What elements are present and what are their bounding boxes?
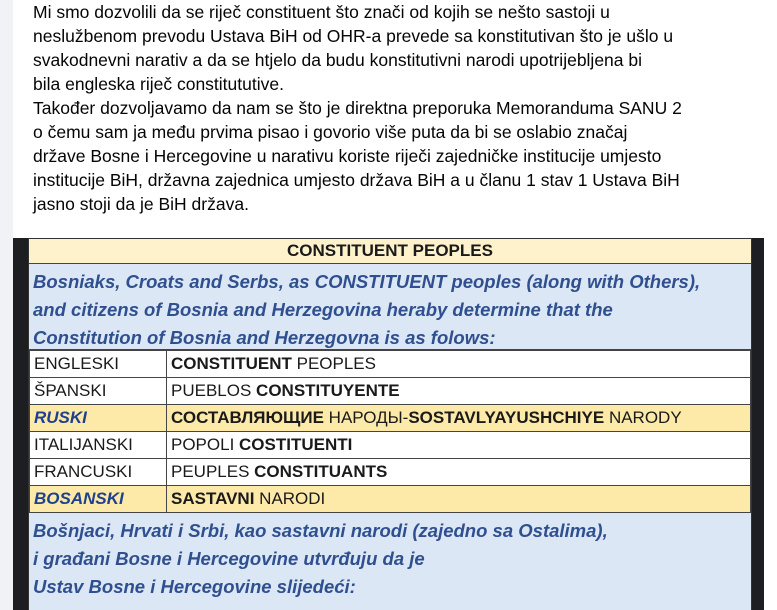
translation-term xyxy=(167,351,751,378)
translation-row xyxy=(30,351,751,378)
term-bold: SASTAVNI xyxy=(171,489,255,508)
term-text: NARODY xyxy=(604,408,682,427)
term-text: PEOPLES xyxy=(291,354,376,373)
post-card xyxy=(13,0,777,610)
language-name: ENGLESKI xyxy=(30,351,167,378)
translation-term xyxy=(167,405,751,432)
post-line: o čemu sam ja među prvima pisao i govorio više puta da bi se oslabio značaj xyxy=(33,122,628,142)
intro-line: Bosniaks, Croats and Serbs, as CONSTITUENT peoples (along with Others), xyxy=(33,271,701,292)
post-paragraph-1 xyxy=(33,0,753,96)
post-line: neslužbenom prevodu Ustava BiH od OHR-a prevede sa konstitutivan što je ušlo u xyxy=(33,26,674,46)
term-text: PEUPLES xyxy=(171,462,255,481)
translation-term xyxy=(167,378,751,405)
post-line: institucije BiH, državna zajednica umjesto država BiH a u članu 1 stav 1 Ustava BiH xyxy=(33,170,680,190)
document-closing xyxy=(29,513,751,603)
term-bold: CONSTITUYENTE xyxy=(256,381,400,400)
language-name: ITALIJANSKI xyxy=(30,432,167,459)
post-text xyxy=(33,0,753,216)
document-scan xyxy=(28,238,752,610)
term-bold: CONSTITUANTS xyxy=(254,462,388,481)
translation-table xyxy=(29,350,751,513)
translation-term xyxy=(167,486,751,513)
translation-row xyxy=(30,432,751,459)
term-bold: COSTITUENTI xyxy=(239,435,353,454)
language-name: RUSKI xyxy=(30,405,167,432)
closing-line: Ustav Bosne i Hercegovine slijedeći: xyxy=(33,576,356,597)
post-line: Mi smo dozvolili da se riječ constituent što znači od kojih se nešto sastoji u xyxy=(33,2,610,22)
translation-row xyxy=(30,486,751,513)
post-line: svakodnevni narativ a da se htjelo da budu konstitutivni narodi upotrijebljena bi xyxy=(33,50,643,70)
closing-line: Bošnjaci, Hrvati i Srbi, kao sastavni narodi (zajedno sa Ostalima), xyxy=(33,520,608,541)
intro-line: Constitution of Bosnia and Herzegovna is as folows: xyxy=(33,327,496,348)
post-paragraph-2 xyxy=(33,96,753,216)
post-line: jasno stoji da je BiH država. xyxy=(33,194,249,214)
term-bold: СОСТАВЛЯЮЩИЕ xyxy=(171,408,324,427)
term-text: НАРОДЫ- xyxy=(323,408,409,427)
translation-row xyxy=(30,405,751,432)
term-bold: CONSTITUENT xyxy=(171,354,292,373)
post-line: bila engleska riječ constitututive. xyxy=(33,74,284,94)
translation-term xyxy=(167,459,751,486)
translation-term xyxy=(167,432,751,459)
term-bold: SOSTAVLYAYUSHCHIYE xyxy=(408,408,605,427)
term-text: PUEBLOS xyxy=(171,381,257,400)
language-name: ŠPANSKI xyxy=(30,378,167,405)
language-name: FRANCUSKI xyxy=(30,459,167,486)
language-name: BOSANSKI xyxy=(30,486,167,513)
post-image[interactable] xyxy=(13,238,764,610)
translation-row xyxy=(30,459,751,486)
term-text: POPOLI xyxy=(171,435,240,454)
post-line: Također dozvoljavamo da nam se što je direktna preporuka Memoranduma SANU 2 xyxy=(33,98,682,118)
closing-line: i građani Bosne i Hercegovine utvrđuju da je xyxy=(33,548,425,569)
post-line: države Bosne i Hercegovine u narativu koriste riječi zajedničke institucije umjesto xyxy=(33,146,662,166)
translation-row xyxy=(30,378,751,405)
document-intro xyxy=(29,264,751,350)
intro-line: and citizens of Bosnia and Herzegovina heraby determine that the xyxy=(33,299,613,320)
document-title: CONSTITUENT PEOPLES xyxy=(29,239,751,264)
term-text: NARODI xyxy=(254,489,326,508)
